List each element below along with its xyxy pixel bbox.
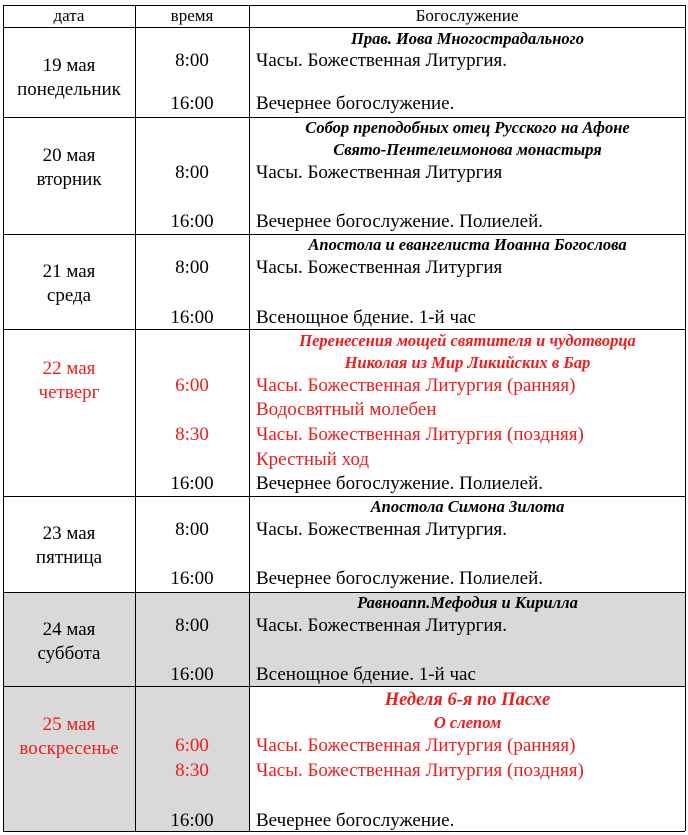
header-service: Богослужение [415, 6, 519, 25]
day-weekday: вторник [36, 169, 102, 190]
day-date: 21 мая [42, 261, 96, 282]
day-date-cell [3, 144, 135, 192]
feast-title: Свято-Пентелеимонова монастыря [333, 140, 602, 159]
day-date-cell [3, 357, 135, 405]
feast-title: Перенесения мощей святителя и чудотворца [299, 331, 636, 350]
service-text: Часы. Божественная Литургия [256, 162, 503, 183]
service-time: 16:00 [170, 93, 214, 114]
day-date: 25 мая [42, 714, 96, 735]
service-time: 8:00 [175, 615, 209, 636]
service-time: 16:00 [170, 473, 214, 494]
service-time: 8:00 [175, 519, 209, 540]
day-weekday: понедельник [17, 79, 121, 100]
service-text: Часы. Божественная Литургия. [256, 519, 508, 540]
service-time: 6:00 [175, 375, 209, 396]
day-date: 23 мая [42, 523, 96, 544]
service-text: Вечернее богослужение. [256, 810, 455, 831]
service-text: Часы. Божественная Литургия. [256, 615, 508, 636]
service-time: 16:00 [170, 211, 214, 232]
service-text: Вечернее богослужение. Полиелей. [256, 473, 543, 494]
feast-title: О слепом [433, 713, 502, 732]
feast-title: Апостола Симона Зилота [370, 497, 565, 516]
day-date: 24 мая [42, 619, 96, 640]
service-text: Всенощное бдение. 1-й час [256, 664, 476, 685]
service-time: 8:00 [175, 162, 209, 183]
service-text: Вечернее богослужение. Полиелей. [256, 568, 543, 589]
day-date: 19 мая [42, 55, 96, 76]
service-text: Часы. Божественная Литургия (поздняя) [256, 424, 584, 445]
service-text: Часы. Божественная Литургия. [256, 50, 508, 71]
feast-title: Николая из Мир Ликийских в Бар [344, 353, 591, 372]
service-time: 16:00 [170, 307, 214, 328]
service-text: Часы. Божественная Литургия (ранняя) [256, 735, 576, 756]
day-weekday: суббота [37, 643, 101, 664]
service-text: Часы. Божественная Литургия (поздняя) [256, 760, 584, 781]
day-date-cell [3, 618, 135, 666]
day-date-cell [3, 54, 135, 102]
service-time: 16:00 [170, 664, 214, 685]
day-weekday: воскресенье [19, 738, 119, 759]
header-time: время [170, 6, 214, 25]
service-text: Вечернее богослужение. [256, 93, 455, 114]
service-time: 8:00 [175, 50, 209, 71]
service-text: Водосвятный молебен [256, 399, 437, 420]
feast-title: Неделя 6-я по Пасхе [384, 690, 551, 710]
day-date-cell [3, 522, 135, 570]
service-time: 8:00 [175, 257, 209, 278]
service-text: Вечернее богослужение. Полиелей. [256, 211, 543, 232]
feast-title: Апостола и евангелиста Иоанна Богослова [308, 235, 627, 254]
service-time: 8:30 [175, 760, 209, 781]
service-time: 16:00 [170, 568, 214, 589]
day-weekday: пятница [35, 547, 103, 568]
day-date-cell [3, 260, 135, 308]
feast-title: Прав. Иова Многострадального [351, 29, 584, 48]
service-text: Часы. Божественная Литургия (ранняя) [256, 375, 576, 396]
service-text: Часы. Божественная Литургия [256, 257, 503, 278]
feast-title: Равноапп.Мефодия и Кирилла [357, 593, 578, 612]
service-text: Всенощное бдение. 1-й час [256, 307, 476, 328]
service-text: Крестный ход [256, 449, 370, 470]
feast-title: Собор преподобных отец Русского на Афоне [305, 118, 630, 137]
header-date: дата [53, 6, 85, 25]
day-date: 20 мая [42, 145, 96, 166]
service-time: 6:00 [175, 735, 209, 756]
service-time: 16:00 [170, 810, 214, 831]
day-weekday: среда [46, 285, 92, 306]
service-time: 8:30 [175, 424, 209, 445]
day-date: 22 мая [42, 358, 96, 379]
day-weekday: четверг [38, 382, 100, 403]
day-date-cell [3, 713, 135, 761]
